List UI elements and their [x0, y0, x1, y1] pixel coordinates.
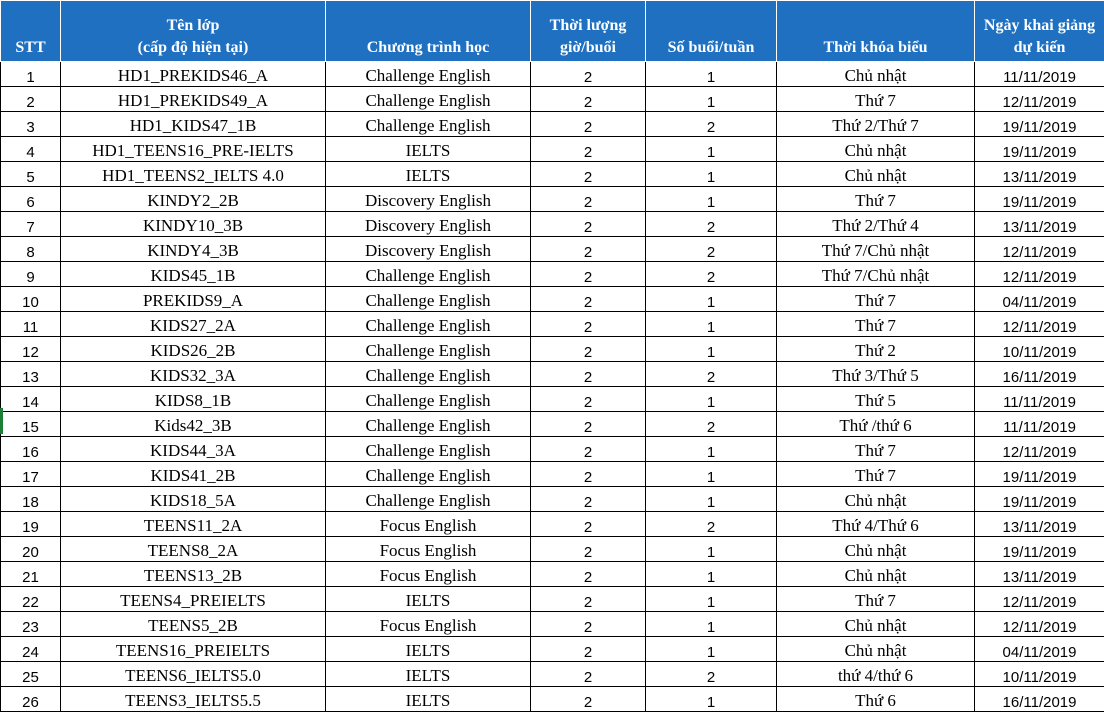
cell-timetable[interactable]: Chủ nhật	[777, 537, 975, 562]
cell-class-name[interactable]: PREKIDS9_A	[61, 287, 326, 312]
header-row	[1, 1, 1104, 62]
cell-start-date[interactable]: 19/11/2019	[975, 487, 1104, 512]
cell-duration[interactable]: 2	[531, 162, 646, 187]
cell-timetable[interactable]: Thứ 4/Thứ 6	[777, 512, 975, 537]
cell-timetable[interactable]: Thứ 2/Thứ 4	[777, 212, 975, 237]
cell-duration[interactable]: 2	[531, 487, 646, 512]
cell-stt[interactable]: 23	[1, 612, 61, 637]
cell-timetable[interactable]: Thứ 7	[777, 462, 975, 487]
table-row	[1, 512, 1104, 537]
cell-start-date[interactable]: 12/11/2019	[975, 312, 1104, 337]
cell-duration[interactable]: 2	[531, 112, 646, 137]
cell-timetable[interactable]: Chủ nhật	[777, 162, 975, 187]
cell-stt[interactable]: 12	[1, 337, 61, 362]
cell-timetable[interactable]: Thứ 5	[777, 387, 975, 412]
cell-class-name[interactable]: KIDS32_3A	[61, 362, 326, 387]
cell-sessions[interactable]: 1	[646, 537, 777, 562]
table-row	[1, 137, 1104, 162]
cell-start-date[interactable]: 19/11/2019	[975, 537, 1104, 562]
cell-class-name[interactable]: KIDS26_2B	[61, 337, 326, 362]
cell-program[interactable]: Discovery English	[326, 237, 531, 262]
cell-timetable[interactable]: Thứ 7	[777, 187, 975, 212]
cell-stt[interactable]: 26	[1, 687, 61, 712]
cell-start-date[interactable]: 04/11/2019	[975, 637, 1104, 662]
table-row	[1, 487, 1104, 512]
cell-sessions[interactable]: 1	[646, 687, 777, 712]
cell-duration[interactable]: 2	[531, 312, 646, 337]
col-header-class-name[interactable]: Tên lớp (cấp độ hiện tại)	[61, 1, 326, 62]
cell-start-date[interactable]: 11/11/2019	[975, 387, 1104, 412]
table-row	[1, 662, 1104, 687]
cell-start-date[interactable]: 13/11/2019	[975, 512, 1104, 537]
cell-class-name[interactable]: HD1_TEENS2_IELTS 4.0	[61, 162, 326, 187]
cell-program[interactable]: Challenge English	[326, 62, 531, 87]
cell-program[interactable]: Challenge English	[326, 112, 531, 137]
cell-stt[interactable]: 4	[1, 137, 61, 162]
cell-duration[interactable]: 2	[531, 562, 646, 587]
cell-sessions[interactable]: 2	[646, 412, 777, 437]
table-row	[1, 187, 1104, 212]
cell-timetable[interactable]: Thứ 7	[777, 287, 975, 312]
cell-stt[interactable]: 15	[1, 412, 61, 437]
col-header-sessions-per-week[interactable]: Số buổi/tuần	[646, 1, 777, 62]
cell-class-name[interactable]: TEENS5_2B	[61, 612, 326, 637]
cell-sessions[interactable]: 1	[646, 387, 777, 412]
cell-duration[interactable]: 2	[531, 512, 646, 537]
table-body	[1, 62, 1104, 712]
cell-timetable[interactable]: Thứ 7/Chủ nhật	[777, 262, 975, 287]
cell-class-name[interactable]: KINDY10_3B	[61, 212, 326, 237]
cell-stt[interactable]: 5	[1, 162, 61, 187]
cell-start-date[interactable]: 11/11/2019	[975, 412, 1104, 437]
table-row	[1, 237, 1104, 262]
cell-start-date[interactable]: 13/11/2019	[975, 562, 1104, 587]
cell-class-name[interactable]: KIDS44_3A	[61, 437, 326, 462]
cell-start-date[interactable]: 12/11/2019	[975, 262, 1104, 287]
cell-sessions[interactable]: 1	[646, 187, 777, 212]
table-row	[1, 312, 1104, 337]
cell-class-name[interactable]: TEENS8_2A	[61, 537, 326, 562]
cell-class-name[interactable]: KINDY4_3B	[61, 237, 326, 262]
cell-class-name[interactable]: TEENS4_PREIELTS	[61, 587, 326, 612]
table-row	[1, 262, 1104, 287]
cell-stt[interactable]: 13	[1, 362, 61, 387]
cell-sessions[interactable]: 2	[646, 362, 777, 387]
cell-stt[interactable]: 10	[1, 287, 61, 312]
table-row	[1, 587, 1104, 612]
cell-program[interactable]: Focus English	[326, 537, 531, 562]
cell-duration[interactable]: 2	[531, 637, 646, 662]
cell-start-date[interactable]: 12/11/2019	[975, 87, 1104, 112]
table-row	[1, 212, 1104, 237]
cell-program[interactable]: Focus English	[326, 612, 531, 637]
cell-timetable[interactable]: Thứ 7	[777, 312, 975, 337]
cell-stt[interactable]: 18	[1, 487, 61, 512]
cell-sessions[interactable]: 1	[646, 87, 777, 112]
cell-start-date[interactable]: 19/11/2019	[975, 462, 1104, 487]
cell-timetable[interactable]: Thứ 2	[777, 337, 975, 362]
cell-start-date[interactable]: 12/11/2019	[975, 437, 1104, 462]
cell-stt[interactable]: 6	[1, 187, 61, 212]
cell-stt[interactable]: 24	[1, 637, 61, 662]
table-row	[1, 687, 1104, 712]
cell-duration[interactable]: 2	[531, 187, 646, 212]
cell-class-name[interactable]: KINDY2_2B	[61, 187, 326, 212]
cell-timetable[interactable]: thứ 4/thứ 6	[777, 662, 975, 687]
cell-program[interactable]: Discovery English	[326, 187, 531, 212]
active-cell-marker	[0, 408, 3, 434]
cell-stt[interactable]: 17	[1, 462, 61, 487]
cell-start-date[interactable]: 11/11/2019	[975, 62, 1104, 87]
cell-program[interactable]: IELTS	[326, 162, 531, 187]
table-row	[1, 112, 1104, 137]
cell-sessions[interactable]: 2	[646, 662, 777, 687]
cell-class-name[interactable]: KIDS27_2A	[61, 312, 326, 337]
cell-stt[interactable]: 9	[1, 262, 61, 287]
cell-timetable[interactable]: Chủ nhật	[777, 612, 975, 637]
cell-start-date[interactable]: 16/11/2019	[975, 362, 1104, 387]
cell-program[interactable]: IELTS	[326, 587, 531, 612]
cell-sessions[interactable]: 1	[646, 337, 777, 362]
cell-stt[interactable]: 2	[1, 87, 61, 112]
cell-sessions[interactable]: 2	[646, 512, 777, 537]
cell-duration[interactable]: 2	[531, 437, 646, 462]
cell-program[interactable]: Focus English	[326, 562, 531, 587]
cell-duration[interactable]: 2	[531, 587, 646, 612]
cell-stt[interactable]: 7	[1, 212, 61, 237]
cell-class-name[interactable]: KIDS8_1B	[61, 387, 326, 412]
table-row	[1, 612, 1104, 637]
cell-class-name[interactable]: TEENS3_IELTS5.5	[61, 687, 326, 712]
cell-timetable[interactable]: Thứ 7/Chủ nhật	[777, 237, 975, 262]
table-row	[1, 387, 1104, 412]
cell-start-date[interactable]: 19/11/2019	[975, 137, 1104, 162]
cell-class-name[interactable]: Kids42_3B	[61, 412, 326, 437]
cell-program[interactable]: Challenge English	[326, 262, 531, 287]
cell-duration[interactable]: 2	[531, 62, 646, 87]
table-row	[1, 637, 1104, 662]
cell-sessions[interactable]: 1	[646, 312, 777, 337]
cell-duration[interactable]: 2	[531, 687, 646, 712]
cell-start-date[interactable]: 12/11/2019	[975, 587, 1104, 612]
cell-timetable[interactable]: Thứ /thứ 6	[777, 412, 975, 437]
cell-class-name[interactable]: KIDS45_1B	[61, 262, 326, 287]
cell-sessions[interactable]: 1	[646, 637, 777, 662]
cell-timetable[interactable]: Chủ nhật	[777, 137, 975, 162]
table-row	[1, 537, 1104, 562]
cell-sessions[interactable]: 1	[646, 462, 777, 487]
cell-start-date[interactable]: 12/11/2019	[975, 237, 1104, 262]
table-row	[1, 412, 1104, 437]
cell-timetable[interactable]: Thứ 6	[777, 687, 975, 712]
cell-stt[interactable]: 8	[1, 237, 61, 262]
cell-sessions[interactable]: 1	[646, 162, 777, 187]
cell-timetable[interactable]: Thứ 2/Thứ 7	[777, 112, 975, 137]
cell-timetable[interactable]: Thứ 7	[777, 587, 975, 612]
cell-duration[interactable]: 2	[531, 337, 646, 362]
cell-program[interactable]: Challenge English	[326, 287, 531, 312]
table-row	[1, 562, 1104, 587]
cell-program[interactable]: Challenge English	[326, 412, 531, 437]
cell-duration[interactable]: 2	[531, 662, 646, 687]
cell-sessions[interactable]: 1	[646, 612, 777, 637]
col-header-start-date[interactable]: Ngày khai giảng dự kiến	[975, 1, 1104, 62]
table-row	[1, 62, 1104, 87]
cell-sessions[interactable]: 1	[646, 287, 777, 312]
cell-class-name[interactable]: HD1_PREKIDS46_A	[61, 62, 326, 87]
cell-sessions[interactable]: 1	[646, 137, 777, 162]
cell-program[interactable]: Challenge English	[326, 87, 531, 112]
cell-sessions[interactable]: 2	[646, 112, 777, 137]
cell-program[interactable]: Focus English	[326, 512, 531, 537]
cell-timetable[interactable]: Thứ 7	[777, 87, 975, 112]
cell-stt[interactable]: 25	[1, 662, 61, 687]
cell-timetable[interactable]: Chủ nhật	[777, 487, 975, 512]
cell-start-date[interactable]: 16/11/2019	[975, 687, 1104, 712]
table-row	[1, 287, 1104, 312]
cell-program[interactable]: Discovery English	[326, 212, 531, 237]
cell-stt[interactable]: 14	[1, 387, 61, 412]
cell-duration[interactable]: 2	[531, 387, 646, 412]
cell-duration[interactable]: 2	[531, 462, 646, 487]
cell-sessions[interactable]: 1	[646, 587, 777, 612]
cell-duration[interactable]: 2	[531, 137, 646, 162]
table-row	[1, 437, 1104, 462]
table-row	[1, 337, 1104, 362]
cell-program[interactable]: Challenge English	[326, 437, 531, 462]
table-row	[1, 162, 1104, 187]
table-row	[1, 362, 1104, 387]
cell-start-date[interactable]: 19/11/2019	[975, 112, 1104, 137]
cell-sessions[interactable]: 2	[646, 212, 777, 237]
cell-timetable[interactable]: Chủ nhật	[777, 637, 975, 662]
table-row	[1, 87, 1104, 112]
cell-duration[interactable]: 2	[531, 612, 646, 637]
cell-stt[interactable]: 1	[1, 62, 61, 87]
cell-start-date[interactable]: 13/11/2019	[975, 212, 1104, 237]
cell-program[interactable]: IELTS	[326, 687, 531, 712]
cell-class-name[interactable]: TEENS13_2B	[61, 562, 326, 587]
cell-sessions[interactable]: 2	[646, 237, 777, 262]
cell-stt[interactable]: 21	[1, 562, 61, 587]
cell-sessions[interactable]: 2	[646, 262, 777, 287]
cell-duration[interactable]: 2	[531, 537, 646, 562]
cell-duration[interactable]: 2	[531, 262, 646, 287]
cell-class-name[interactable]: KIDS41_2B	[61, 462, 326, 487]
cell-start-date[interactable]: 12/11/2019	[975, 612, 1104, 637]
cell-timetable[interactable]: Chủ nhật	[777, 62, 975, 87]
table-row	[1, 462, 1104, 487]
col-header-duration[interactable]: Thời lượng giờ/buổi	[531, 1, 646, 62]
cell-program[interactable]: Challenge English	[326, 312, 531, 337]
col-header-program[interactable]: Chương trình học	[326, 1, 531, 62]
cell-class-name[interactable]: TEENS6_IELTS5.0	[61, 662, 326, 687]
cell-timetable[interactable]: Thứ 7	[777, 437, 975, 462]
cell-duration[interactable]: 2	[531, 237, 646, 262]
cell-sessions[interactable]: 1	[646, 437, 777, 462]
cell-start-date[interactable]: 10/11/2019	[975, 337, 1104, 362]
cell-program[interactable]: IELTS	[326, 137, 531, 162]
cell-sessions[interactable]: 1	[646, 562, 777, 587]
cell-class-name[interactable]: TEENS11_2A	[61, 512, 326, 537]
cell-class-name[interactable]: TEENS16_PREIELTS	[61, 637, 326, 662]
cell-class-name[interactable]: HD1_TEENS16_PRE-IELTS	[61, 137, 326, 162]
cell-start-date[interactable]: 13/11/2019	[975, 162, 1104, 187]
cell-stt[interactable]: 11	[1, 312, 61, 337]
col-header-stt[interactable]: STT	[1, 1, 61, 62]
cell-start-date[interactable]: 19/11/2019	[975, 187, 1104, 212]
cell-timetable[interactable]: Thứ 3/Thứ 5	[777, 362, 975, 387]
col-header-timetable[interactable]: Thời khóa biểu	[777, 1, 975, 62]
cell-timetable[interactable]: Chủ nhật	[777, 562, 975, 587]
cell-program[interactable]: IELTS	[326, 662, 531, 687]
cell-stt[interactable]: 16	[1, 437, 61, 462]
cell-sessions[interactable]: 1	[646, 62, 777, 87]
cell-program[interactable]: Challenge English	[326, 462, 531, 487]
cell-program[interactable]: Challenge English	[326, 487, 531, 512]
cell-class-name[interactable]: KIDS18_5A	[61, 487, 326, 512]
cell-stt[interactable]: 22	[1, 587, 61, 612]
cell-duration[interactable]: 2	[531, 212, 646, 237]
cell-class-name[interactable]: HD1_PREKIDS49_A	[61, 87, 326, 112]
cell-duration[interactable]: 2	[531, 87, 646, 112]
cell-stt[interactable]: 19	[1, 512, 61, 537]
cell-class-name[interactable]: HD1_KIDS47_1B	[61, 112, 326, 137]
cell-start-date[interactable]: 10/11/2019	[975, 662, 1104, 687]
cell-duration[interactable]: 2	[531, 412, 646, 437]
cell-program[interactable]: Challenge English	[326, 337, 531, 362]
cell-stt[interactable]: 3	[1, 112, 61, 137]
cell-program[interactable]: Challenge English	[326, 387, 531, 412]
cell-duration[interactable]: 2	[531, 287, 646, 312]
cell-sessions[interactable]: 1	[646, 487, 777, 512]
cell-stt[interactable]: 20	[1, 537, 61, 562]
cell-duration[interactable]: 2	[531, 362, 646, 387]
cell-program[interactable]: Challenge English	[326, 362, 531, 387]
cell-start-date[interactable]: 04/11/2019	[975, 287, 1104, 312]
cell-program[interactable]: IELTS	[326, 637, 531, 662]
